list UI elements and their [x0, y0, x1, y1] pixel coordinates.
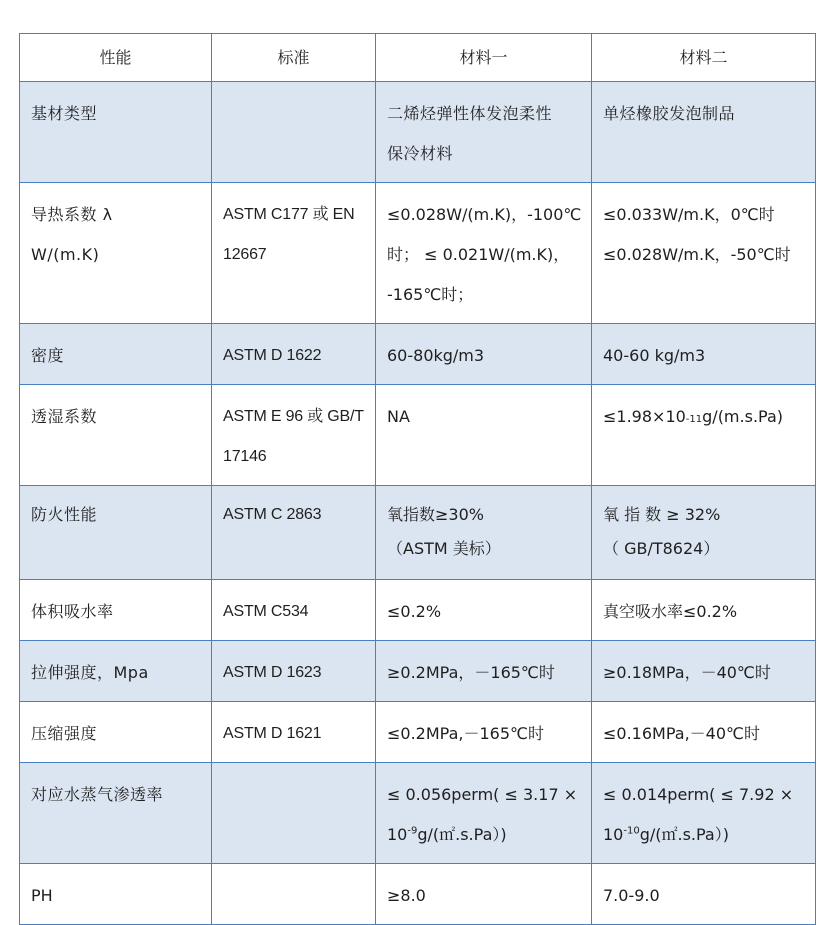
- cell-material2: 40-60 kg/m3: [592, 324, 816, 385]
- table-row: [20, 183, 816, 324]
- cell-standard: [212, 864, 376, 925]
- cell-material1: ≤0.2%: [376, 580, 592, 641]
- cell-property: 对应水蒸气渗透率: [20, 763, 212, 864]
- header-material2: 材料二: [592, 34, 816, 82]
- table-row: [20, 702, 816, 763]
- cell-standard: [212, 763, 376, 864]
- cell-material1: ≤0.028W/(m.K)，-100℃ 时； ≤ 0.021W/(m.K)， -165℃时；: [376, 183, 592, 324]
- table-row: [20, 324, 816, 385]
- cell-material1: 二烯烃弹性体发泡柔性 保冷材料: [376, 82, 592, 183]
- cell-standard: ASTM C177 或 EN 12667: [212, 183, 376, 324]
- header-material1: 材料一: [376, 34, 592, 82]
- cell-material2: ≤ 0.014perm( ≤ 7.92 × $10^{-10}g/(㎡.s.Pa)$): [592, 763, 816, 864]
- cell-standard: ASTM E 96 或 GB/T 17146: [212, 385, 376, 486]
- table-row: [20, 385, 816, 486]
- cell-material1: ≤ 0.056perm( ≤ 3.17 × $10^{-9}g/(㎡.s.Pa)$): [376, 763, 592, 864]
- cell-property: 基材类型: [20, 82, 212, 183]
- cell-property: 体积吸水率: [20, 580, 212, 641]
- cell-standard: ASTM D 1621: [212, 702, 376, 763]
- cell-material1: ≤0.2MPa,－165℃时: [376, 702, 592, 763]
- table-row: [20, 82, 816, 183]
- cell-property: 拉伸强度，Mpa: [20, 641, 212, 702]
- cell-material1: 60-80kg/m3: [376, 324, 592, 385]
- cell-standard: [212, 82, 376, 183]
- cell-property: 密度: [20, 324, 212, 385]
- table-row: [20, 763, 816, 864]
- cell-property: PH: [20, 864, 212, 925]
- cell-standard: ASTM C534: [212, 580, 376, 641]
- cell-material1: 氧指数≥30% （ASTM 美标）: [376, 486, 592, 580]
- cell-material2: ≤0.033W/m.K，0℃时 ≤0.028W/m.K，-50℃时: [592, 183, 816, 324]
- cell-property: 透湿系数: [20, 385, 212, 486]
- cell-standard: ASTM C 2863: [212, 486, 376, 580]
- table-row: [20, 641, 816, 702]
- cell-standard: ASTM D 1622: [212, 324, 376, 385]
- header-property: 性能: [20, 34, 212, 82]
- table-row: [20, 486, 816, 580]
- cell-standard: ASTM D 1623: [212, 641, 376, 702]
- cell-material2: 7.0-9.0: [592, 864, 816, 925]
- cell-material2: 氧 指 数 ≥ 32% （ GB/T8624）: [592, 486, 816, 580]
- cell-material1: ≥0.2MPa，－165℃时: [376, 641, 592, 702]
- cell-material2: ≤1.98×10-11g/(m.s.Pa): [592, 385, 816, 486]
- table-row: [20, 864, 816, 925]
- cell-material2: 单烃橡胶发泡制品: [592, 82, 816, 183]
- table-row: [20, 580, 816, 641]
- cell-property: 导热系数 λ W/(m.K): [20, 183, 212, 324]
- cell-property: 压缩强度: [20, 702, 212, 763]
- cell-material2: ≥0.18MPa，－40℃时: [592, 641, 816, 702]
- header-standard: 标准: [212, 34, 376, 82]
- material-comparison-table: [19, 33, 816, 925]
- cell-material1: ≥8.0: [376, 864, 592, 925]
- header-row: [20, 34, 816, 82]
- cell-material1: NA: [376, 385, 592, 486]
- cell-material2: ≤0.16MPa,－40℃时: [592, 702, 816, 763]
- cell-material2: 真空吸水率≤0.2%: [592, 580, 816, 641]
- cell-property: 防火性能: [20, 486, 212, 580]
